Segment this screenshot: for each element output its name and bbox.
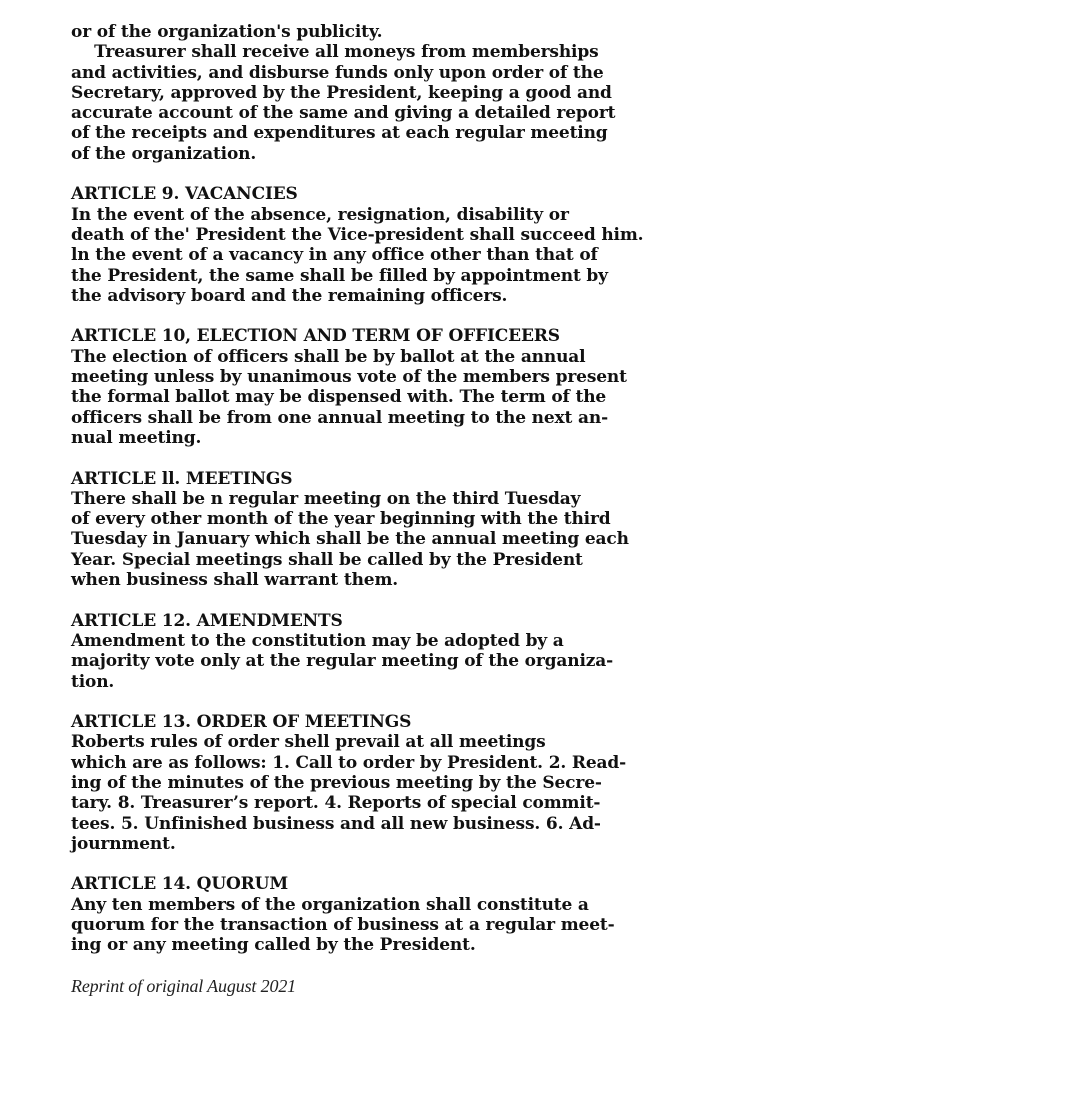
article-9-heading: ARTICLE 9. VACANCIES (71, 184, 298, 205)
text-line: or of the organization's publicity. (71, 22, 383, 42)
text-line: the formal ballot may be dispensed with. The term of the (71, 387, 607, 408)
text-line: Year. Special meetings shall be called by the President (71, 549, 583, 570)
article-14-heading: ARTICLE 14. QUORUM (71, 874, 288, 895)
text-line: when business shall warrant them. (71, 570, 399, 591)
text-line: of the receipts and expenditures at each regular meeting (71, 123, 608, 144)
text-line: nual meeting. (71, 427, 202, 448)
text-line: meeting unless by unanimous vote of the members present (71, 367, 627, 388)
text-line: quorum for the transaction of business at a regular meet- (71, 915, 615, 936)
text-line: tion. (71, 671, 115, 692)
paragraph-gap (71, 448, 671, 468)
paragraph-gap (71, 306, 671, 326)
text-line: death of the' President the Vice-president shall succeed him. (71, 224, 644, 245)
text-line: and activities, and disburse funds only upon order of the (71, 62, 604, 83)
document-page (71, 22, 671, 996)
text-line: the President, the same shall be filled by appointment by (71, 265, 608, 286)
text-line: Roberts rules of order shell prevail at all meetings (71, 732, 546, 753)
text-line: accurate account of the same and giving a detailed report (71, 103, 616, 124)
text-line: ln the event of a vacancy in any office other than that of (71, 245, 598, 266)
text-line: There shall be n regular meeting on the third Tuesday (71, 488, 581, 509)
text-line: officers shall be from one annual meeting to the next an- (71, 407, 608, 428)
text-line: Any ten members of the organization shall constitute a (71, 894, 589, 915)
text-line: Tuesday in January which shall be the annual meeting each (71, 529, 629, 550)
text-line: The election of officers shall be by ballot at the annual (71, 346, 586, 367)
article-13-heading: ARTICLE 13. ORDER OF MEETINGS (71, 712, 412, 733)
text-line: Amendment to the constitution may be adopted by a (71, 630, 564, 651)
text-line: ing of the minutes of the previous meeting by the Secre- (71, 772, 602, 793)
article-11-heading: ARTICLE ll. MEETINGS (71, 468, 293, 489)
paragraph-gap (71, 692, 671, 712)
paragraph-gap (71, 164, 671, 184)
text-line: of the organization. (71, 143, 257, 164)
text-line: tees. 5. Unfinished business and all new business. 6. Ad- (71, 813, 601, 834)
article-12-heading: ARTICLE 12. AMENDMENTS (71, 610, 343, 631)
text-line: Treasurer shall receive all moneys from memberships (71, 42, 599, 63)
paragraph-gap (71, 854, 671, 874)
paragraph-gap (71, 590, 671, 610)
paragraph-gap (71, 956, 671, 976)
text-line: which are as follows: 1. Call to order by President. 2. Read- (71, 752, 627, 773)
text-line: the advisory board and the remaining officers. (71, 285, 508, 306)
text-line: of every other month of the year beginning with the third (71, 509, 611, 530)
text-line: majority vote only at the regular meeting of the organiza- (71, 651, 614, 672)
text-line: journment. (71, 833, 176, 854)
reprint-footer: Reprint of original August 2021 (71, 975, 297, 996)
text-line: In the event of the absence, resignation, disability or (71, 204, 569, 225)
text-line: Secretary, approved by the President, keeping a good and (71, 82, 612, 103)
text-line: ing or any meeting called by the President. (71, 935, 476, 956)
article-10-heading: ARTICLE 10, ELECTION AND TERM OF OFFICEERS (71, 326, 560, 347)
text-line: tary. 8. Treasurer’s report. 4. Reports of special commit- (71, 793, 601, 814)
